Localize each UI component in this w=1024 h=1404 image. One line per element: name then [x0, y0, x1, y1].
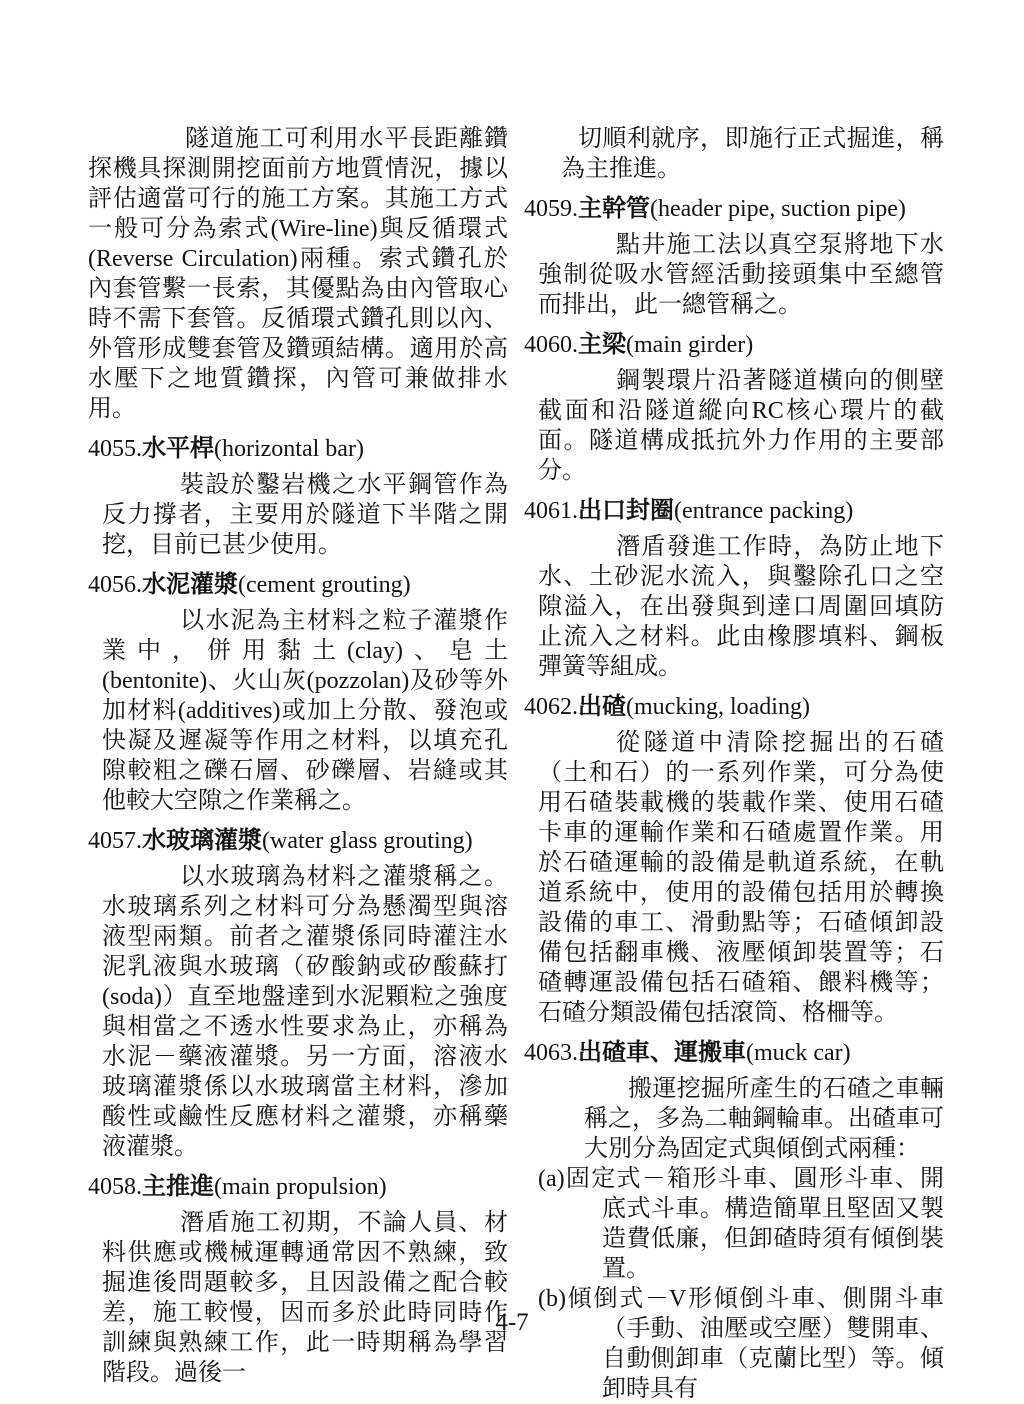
- entry-term: 出碴: [578, 694, 626, 720]
- list-item-b: [538, 1284, 944, 1404]
- entry-4058: [88, 1172, 508, 1388]
- entry-definition: 搬運挖掘所產生的石碴之車輛稱之，多為二軸鋼輪車。出碴車可大別分為固定式與傾倒式兩種：: [584, 1076, 944, 1162]
- entry-english: (header pipe, suction pipe): [650, 196, 906, 222]
- entry-heading: [524, 330, 944, 360]
- entry-number: 4061.: [524, 498, 578, 524]
- entry-definition: 以水玻璃為材料之灌漿稱之。水玻璃系列之材料可分為懸濁型與溶液型兩類。前者之灌漿係同時灌注水泥乳液與水玻璃（矽酸鈉或矽酸蘇打(soda)）直至地盤達到水泥顆粒之強度與相當之不透水性要求為止，亦稱為水泥－藥液灌漿。另一方面，溶液水玻璃灌漿係以水玻璃當主材料，滲加酸性或鹼性反應材料之灌漿，亦稱藥液灌漿。: [102, 864, 508, 1160]
- entry-term: 出碴車、運搬車: [578, 1040, 746, 1066]
- entry-4062: [524, 692, 944, 1028]
- entry-4057: [88, 826, 508, 1162]
- page-number: 4-7: [495, 1309, 529, 1336]
- entry-number: 4056.: [88, 572, 142, 598]
- entry-english: (water glass grouting): [262, 828, 473, 854]
- entry-heading: [524, 496, 944, 526]
- entry-english: (cement grouting): [238, 572, 411, 598]
- entry-number: 4063.: [524, 1040, 578, 1066]
- entry-number: 4060.: [524, 332, 578, 358]
- entry-definition: 潛盾發進工作時，為防止地下水、土砂泥水流入，與鑿除孔口之空隙溢入，在出發與到達口周圍回填防止流入之材料。此由橡膠填料、鋼板彈簧等組成。: [538, 534, 944, 680]
- entry-4059: [524, 194, 944, 320]
- entry-heading: [88, 434, 508, 464]
- entry-heading: [88, 570, 508, 600]
- entry-heading: [524, 194, 944, 224]
- entry-4061: [524, 496, 944, 682]
- entry-term: 水玻璃灌漿: [142, 828, 262, 854]
- entry-number: 4055.: [88, 436, 142, 462]
- right-column: [524, 124, 944, 1404]
- continued-paragraph: 切順利就序，即施行正式掘進，稱為主推進。: [561, 126, 944, 182]
- left-column: [88, 124, 508, 1404]
- list-item-text: 傾倒式－V形傾倒斗車、側開斗車（手動、油壓或空壓）雙開車、自動側卸車（克蘭比型）等。傾卸時具有: [565, 1286, 944, 1402]
- entry-definition: 鋼製環片沿著隧道橫向的側壁截面和沿隧道縱向RC核心環片的截面。隧道構成抵抗外力作用的主要部分。: [538, 368, 944, 484]
- entry-definition: 裝設於鑿岩機之水平鋼管作為反力撐者，主要用於隧道下半階之開挖，目前已甚少使用。: [102, 472, 508, 558]
- entry-4063: [524, 1038, 944, 1404]
- entry-english: (mucking, loading): [626, 694, 810, 720]
- entry-4060: [524, 330, 944, 486]
- entry-heading: [88, 1172, 508, 1202]
- entry-definition: 從隧道中清除挖掘出的石碴（土和石）的一系列作業，可分為使用石碴裝載機的裝載作業、使用石碴卡車的運輸作業和石碴處置作業。用於石碴運輸的設備是軌道系統，在軌道系統中，使用的設備包括用於轉換設備的車工、滑動點等；石碴傾卸設備包括翻車機、液壓傾卸裝置等；石碴轉運設備包括石碴箱、餵料機等；石碴分類設備包括滾筒、格柵等。: [538, 730, 944, 1026]
- entry-number: 4059.: [524, 196, 578, 222]
- entry-definition: 以水泥為主材料之粒子灌漿作業中，併用黏土(clay)、皂土(bentonite)、火山灰(pozzolan)及砂等外加材料(additives)或加上分散、發泡或快凝及遲凝等作用之材料，以填充孔隙較粗之礫石層、砂礫層、岩縫或其他較大空隙之作業稱之。: [102, 608, 508, 814]
- entry-term: 出口封圈: [578, 498, 674, 524]
- entry-english: (main girder): [626, 332, 754, 358]
- entry-heading: [524, 692, 944, 722]
- entry-term: 主幹管: [578, 196, 650, 222]
- continued-paragraph: 隧道施工可利用水平長距離鑽探機具探測開挖面前方地質情況，據以評估適當可行的施工方案。其施工方式一般可分為索式(Wire-line)與反循環式(Reverse Circulation)兩種。索式鑽孔於內套管繫一長索，其優點為由內管取心時不需下套管。反循環式鑽孔則以內、外管形成雙套管及鑽頭結構。適用於高水壓下之地質鑽探，內管可兼做排水用。: [88, 126, 508, 422]
- entry-number: 4058.: [88, 1174, 142, 1200]
- entry-english: (main propulsion): [214, 1174, 387, 1200]
- entry-number: 4057.: [88, 828, 142, 854]
- entry-4056: [88, 570, 508, 816]
- entry-definition: 點井施工法以真空泵將地下水強制從吸水管經活動接頭集中至總管而排出，此一總管稱之。: [538, 232, 944, 318]
- entry-term: 水平桿: [142, 436, 214, 462]
- list-item-label: (b): [538, 1286, 566, 1312]
- entry-definition: 潛盾施工初期，不論人員、材料供應或機械運轉通常因不熟練，致掘進後問題較多，且因設備之配合較差，施工較慢，因而多於此時同時作訓練與熟練工作，此一時期稱為學習階段。過後一: [102, 1210, 508, 1386]
- list-item-text: 固定式－箱形斗車、圓形斗車、開底式斗車。構造簡單且堅固又製造費低廉，但卸碴時須有傾倒裝置。: [564, 1166, 944, 1282]
- entry-term: 水泥灌漿: [142, 572, 238, 598]
- document-body: [88, 124, 944, 1404]
- list-item-a: [538, 1164, 944, 1284]
- list-item-label: (a): [538, 1166, 565, 1192]
- entry-english: (entrance packing): [674, 498, 854, 524]
- entry-4055: [88, 434, 508, 560]
- entry-heading: [88, 826, 508, 856]
- entry-heading: [524, 1038, 944, 1068]
- entry-english: (muck car): [746, 1040, 851, 1066]
- entry-english: (horizontal bar): [214, 436, 364, 462]
- entry-term: 主梁: [578, 332, 626, 358]
- entry-term: 主推進: [142, 1174, 214, 1200]
- entry-number: 4062.: [524, 694, 578, 720]
